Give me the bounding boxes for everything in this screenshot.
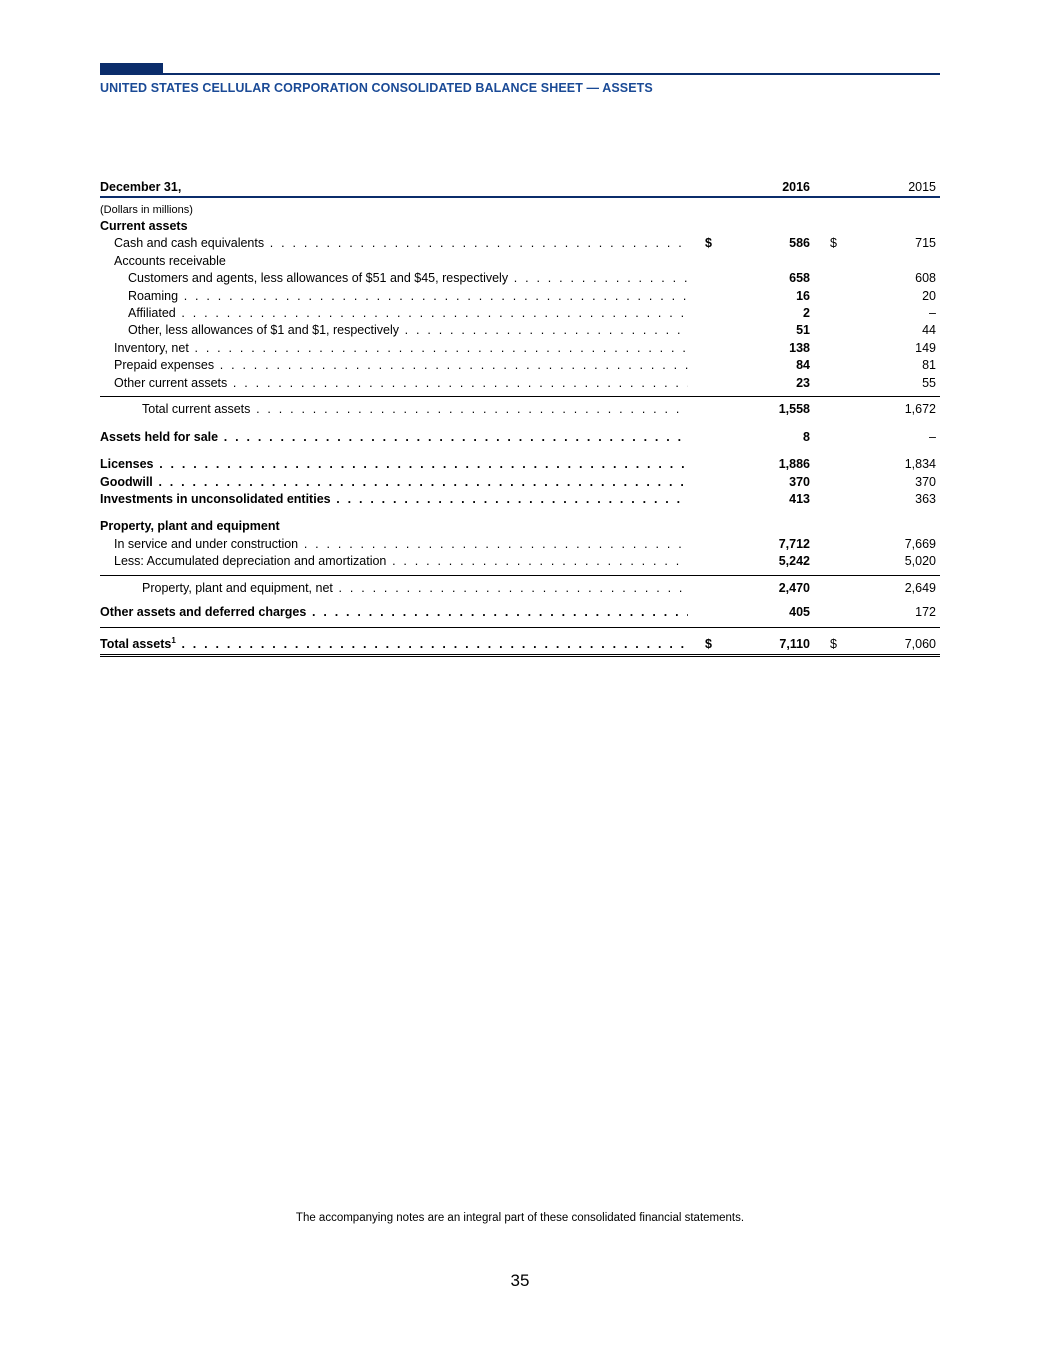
currency-symbol: $ [830,637,837,652]
value-2015: 7,060 [904,637,936,652]
row-label: Customers and agents, less allowances of $51 and $45, respectively . . . [100,270,688,287]
table-row [100,536,940,553]
currency-symbol: $ [705,637,712,652]
value-2016: 1,886 [778,457,810,472]
row-label: Less: Accumulated depreciation and amortization . . . [100,553,688,570]
value-2015: – [929,429,936,444]
currency-symbol: $ [830,236,837,251]
table-row [100,553,940,570]
value-2016: 7,712 [778,536,810,551]
value-2016: 23 [796,375,810,390]
value-2016: 16 [796,288,810,303]
row-label: Property, plant and equipment, net . . . [100,578,688,598]
section-heading [100,518,940,535]
value-2016: 1,558 [778,401,810,416]
table-row [100,270,940,287]
table-row [100,340,940,357]
subtotal-row [100,396,940,419]
row-label: Licenses . . . [100,456,688,473]
value-2016: 2,470 [778,580,810,595]
row-label: Goodwill . . . [100,474,688,491]
value-2015: 149 [915,340,936,355]
row-label: Roaming . . . [100,288,688,305]
column-2015: 2015 [908,180,936,194]
total-assets-label [100,634,688,654]
total-row [100,627,940,657]
footer-note: The accompanying notes are an integral part of these consolidated financial statements. [295,1212,745,1224]
value-2016: 51 [796,323,810,338]
balance-sheet-table [100,178,940,657]
table-row [100,357,940,374]
value-2015: 715 [915,236,936,251]
value-2016: 8 [803,429,810,444]
header-accent-block [100,63,163,73]
row-label: Investments in unconsolidated entities . . . [100,491,688,508]
table-row [100,235,940,252]
row-label: Cash and cash equivalents . . . [100,235,688,252]
row-label: Other assets and deferred charges . . . [100,604,688,621]
table-row [100,429,940,446]
section-heading [100,218,940,235]
value-2016: 586 [789,236,810,251]
value-2015: 608 [915,271,936,286]
row-label: Inventory, net . . . [100,340,688,357]
ppe-heading: Property, plant and equipment [100,519,280,534]
value-2016: 5,242 [778,554,810,569]
value-2015: 55 [922,375,936,390]
row-label: Prepaid expenses . . . [100,357,688,374]
row-label: Affiliated . . . [100,305,688,322]
subsection-heading [100,253,940,270]
current-assets-heading: Current assets [100,219,188,233]
value-2015: 20 [922,288,936,303]
table-row [100,456,940,473]
table-row [100,322,940,339]
column-label: December 31, [100,180,182,194]
units-row [100,203,940,218]
value-2015: 1,834 [904,457,936,472]
value-2015: 1,672 [904,401,936,416]
row-label: Total assets [100,637,172,652]
row-label: Total current assets . . . [100,399,688,419]
value-2015: 370 [915,474,936,489]
value-2015: 81 [922,358,936,373]
page-title: UNITED STATES CELLULAR CORPORATION CONSOLIDATED BALANCE SHEET — ASSETS [100,81,653,95]
units-note: (Dollars in millions) [100,204,193,216]
table-row [100,288,940,305]
subtotal-row [100,575,940,598]
value-2016: 370 [789,474,810,489]
table-row [100,491,940,508]
value-2015: 44 [922,323,936,338]
row-label: Other, less allowances of $1 and $1, respectively . . . [100,322,688,339]
column-2016: 2016 [782,180,810,194]
value-2015: 363 [915,492,936,507]
value-2016: 84 [796,358,810,373]
table-row [100,375,940,392]
value-2016: 2 [803,305,810,320]
value-2016: 413 [789,492,810,507]
value-2016: 658 [789,271,810,286]
currency-symbol: $ [705,236,712,251]
value-2015: 2,649 [904,580,936,595]
accounts-receivable-heading: Accounts receivable [114,253,226,268]
row-label: Assets held for sale . . . [100,429,688,446]
table-row [100,305,940,322]
column-header-row [100,178,940,198]
footnote-marker: 1 [171,635,176,645]
page-number: 35 [510,1271,530,1290]
row-label: Other current assets . . . [100,375,688,392]
value-2015: 7,669 [904,536,936,551]
header-rule [100,73,940,75]
value-2016: 405 [789,604,810,619]
value-2015: – [929,305,936,320]
row-label: In service and under construction . . . [100,536,688,553]
value-2015: 5,020 [904,554,936,569]
value-2016: 138 [789,340,810,355]
table-row [100,604,940,621]
table-row [100,474,940,491]
value-2016: 7,110 [779,637,810,652]
value-2015: 172 [915,604,936,619]
